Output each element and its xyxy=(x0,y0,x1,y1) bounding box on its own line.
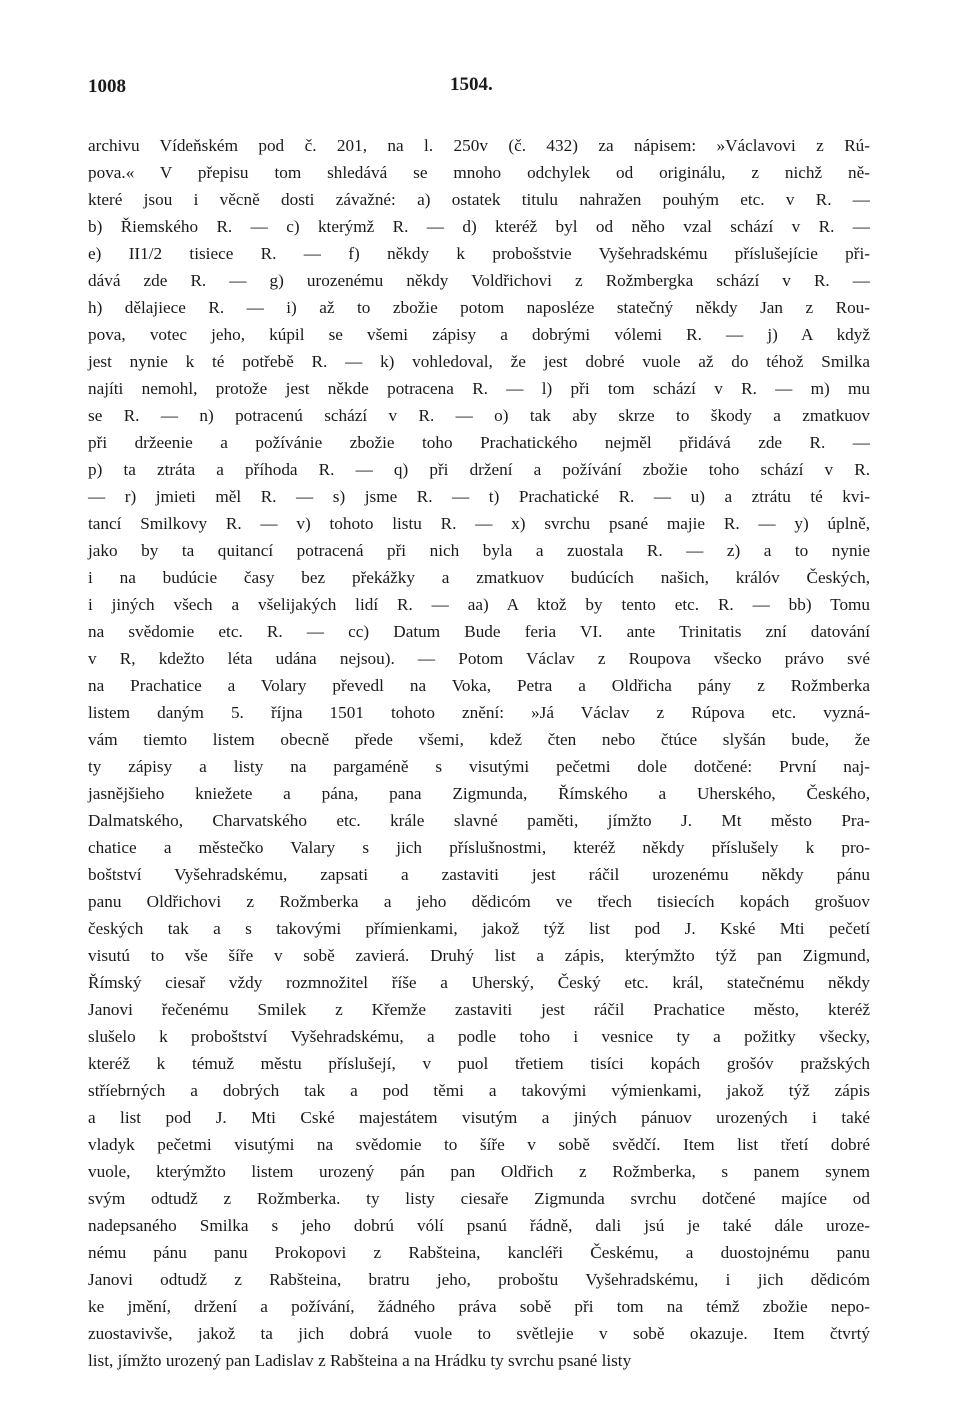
text-line: na svědomie etc. R. — cc) Datum Bude feria VI. ante Trinitatis zní datování xyxy=(88,622,870,641)
page-header xyxy=(88,72,870,104)
text-line: stříebrných a dobrých tak a pod těmi a takovými výmienkami, jakož týž zápis xyxy=(88,1081,870,1100)
text-line: Dalmatského, Charvatského etc. krále slavné paměti, jímžto J. Mt město Pra- xyxy=(88,811,870,830)
text-line: boštství Vyšehradskému, zapsati a zastaviti jest ráčil urozenému někdy pánu xyxy=(88,865,870,884)
text-line: při držeenie a požívánie zbožie toho Prachatického nejměl přidává zde R. — xyxy=(88,433,870,452)
text-line: jako by ta quitancí potracená při nich byla a zuostala R. — z) a to nynie xyxy=(88,541,870,560)
text-line: českých tak a s takovými přímienkami, jakož týž list pod J. Kské Mti pečetí xyxy=(88,919,870,938)
text-line: jasnějšieho kniežete a pána, pana Zigmunda, Římského a Uherského, Českého, xyxy=(88,784,870,803)
text-line: dává zde R. — g) urozenému někdy Voldřichovi z Rožmbergka schází v R. — xyxy=(88,271,870,290)
text-line: pova.« V přepisu tom shledává se mnoho odchylek od originálu, z nichž ně- xyxy=(88,163,870,182)
text-line: svým odtudž z Rožmberka. ty listy ciesaře Zigmunda svrchu dotčené majíce od xyxy=(88,1189,870,1208)
text-line: panu Oldřichovi z Rožmberka a jeho dědicóm ve třech tisiecích kopách grošuov xyxy=(88,892,870,911)
text-line: h) dělajiece R. — i) až to zbožie potom naposléze statečný někdy Jan z Rou- xyxy=(88,298,870,317)
text-line: vladyk pečetmi visutými na svědomie to šíře v sobě svědčí. Item list třetí dobré xyxy=(88,1135,870,1154)
text-line: nadepsaného Smilka s jeho dobrú vólí psanú řádně, dali jsú je také dále uroze- xyxy=(88,1216,870,1235)
running-head-year: 1504. xyxy=(450,74,493,95)
text-line: i na budúcie časy bez překážky a zmatkuov budúcích našich, králóv Českých, xyxy=(88,568,870,587)
text-line: Janovi odtudž z Rabšteina, bratru jeho, proboštu Vyšehradskému, i jich dědicóm xyxy=(88,1270,870,1289)
text-line: a list pod J. Mti Cské majestátem visutým a jiných pánuov urozených i také xyxy=(88,1108,870,1127)
text-line: nému pánu panu Prokopovi z Rabšteina, kancléři Českému, a duostojnému panu xyxy=(88,1243,870,1262)
text-line: na Prachatice a Volary převedl na Voka, Petra a Oldřicha pány z Rožmberka xyxy=(88,676,870,695)
text-line: chatice a městečko Valary s jich příslušnostmi, kteréž někdy příslušely k pro- xyxy=(88,838,870,857)
text-line: list, jímžto urozený pan Ladislav z Rabšteina a na Hrádku ty svrchu psané listy xyxy=(88,1351,632,1370)
text-line: b) Řiemského R. — c) kterýmž R. — d) kteréž byl od něho vzal schází v R. — xyxy=(88,217,870,236)
text-line: — r) jmieti měl R. — s) jsme R. — t) Prachatické R. — u) a ztrátu té kvi- xyxy=(88,487,870,506)
text-line: i jiných všech a všelijakých lidí R. — aa) A ktož by tento etc. R. — bb) Tomu xyxy=(88,595,870,614)
text-line: slušelo k proboštství Vyšehradskému, a podle toho i vesnice ty a požitky všecky, xyxy=(88,1027,870,1046)
document-page xyxy=(88,72,870,1374)
text-line: jest nynie k té potřebě R. — k) vohledoval, že jest dobré vuole až do téhož Smilka xyxy=(88,352,870,371)
text-line: zuostavivše, jakož ta jich dobrá vuole to světlejie v sobě okazuje. Item čtvrtý xyxy=(88,1324,870,1343)
text-line: vuole, kterýmžto listem urozený pán pan Oldřich z Rožmberka, s panem synem xyxy=(88,1162,870,1181)
text-line: Janovi řečenému Smilek z Křemže zastaviti jest ráčil Prachatice město, kteréž xyxy=(88,1000,870,1019)
text-line: ke jmění, držení a požívání, žádného práva sobě při tom na témž zbožie nepo- xyxy=(88,1297,870,1316)
text-line: p) ta ztráta a příhoda R. — q) při držení a požívání zbožie toho schází v R. xyxy=(88,460,870,479)
text-line: visutú to vše šíře v sobě zavierá. Druhý list a zápis, kterýmžto týž pan Zigmund, xyxy=(88,946,870,965)
text-line: archivu Vídeňském pod č. 201, na l. 250v (č. 432) za nápisem: »Václavovi z Rú- xyxy=(88,136,870,155)
text-line: se R. — n) potracenú schází v R. — o) tak aby skrze to škody a zmatkuov xyxy=(88,406,870,425)
text-line: vám tiemto listem obecně přede všemi, kdež čten nebo čtúce slyšán bude, že xyxy=(88,730,870,749)
text-line: kteréž k témuž městu příslušejí, v puol třetiem tisíci kopách grošóv pražských xyxy=(88,1054,870,1073)
text-line: tancí Smilkovy R. — v) tohoto listu R. — x) svrchu psané majie R. — y) úplně, xyxy=(88,514,870,533)
text-line: v R, kdežto léta udána nejsou). — Potom Václav z Roupova všecko právo své xyxy=(88,649,870,668)
page-number: 1008 xyxy=(88,76,126,97)
text-line: najíti nemohl, protože jest někde potracena R. — l) při tom schází v R. — m) mu xyxy=(88,379,870,398)
text-line: které jsou i věcně dosti závažné: a) ostatek titulu nahražen pouhým etc. v R. — xyxy=(88,190,870,209)
text-line: listem daným 5. října 1501 tohoto znění: »Já Václav z Rúpova etc. vyzná- xyxy=(88,703,870,722)
text-line: e) II1/2 tisiece R. — f) někdy k probošstvie Vyšehradskému příslušejície při- xyxy=(88,244,870,263)
text-line: Římský ciesař vždy rozmnožitel říše a Uherský, Český etc. král, statečnému někdy xyxy=(88,973,870,992)
body-text xyxy=(88,132,870,1374)
text-line: ty zápisy a listy na pargaméně s visutými pečetmi dole dotčené: První naj- xyxy=(88,757,870,776)
text-line: pova, votec jeho, kúpil se všemi zápisy a dobrými vólemi R. — j) A když xyxy=(88,325,870,344)
